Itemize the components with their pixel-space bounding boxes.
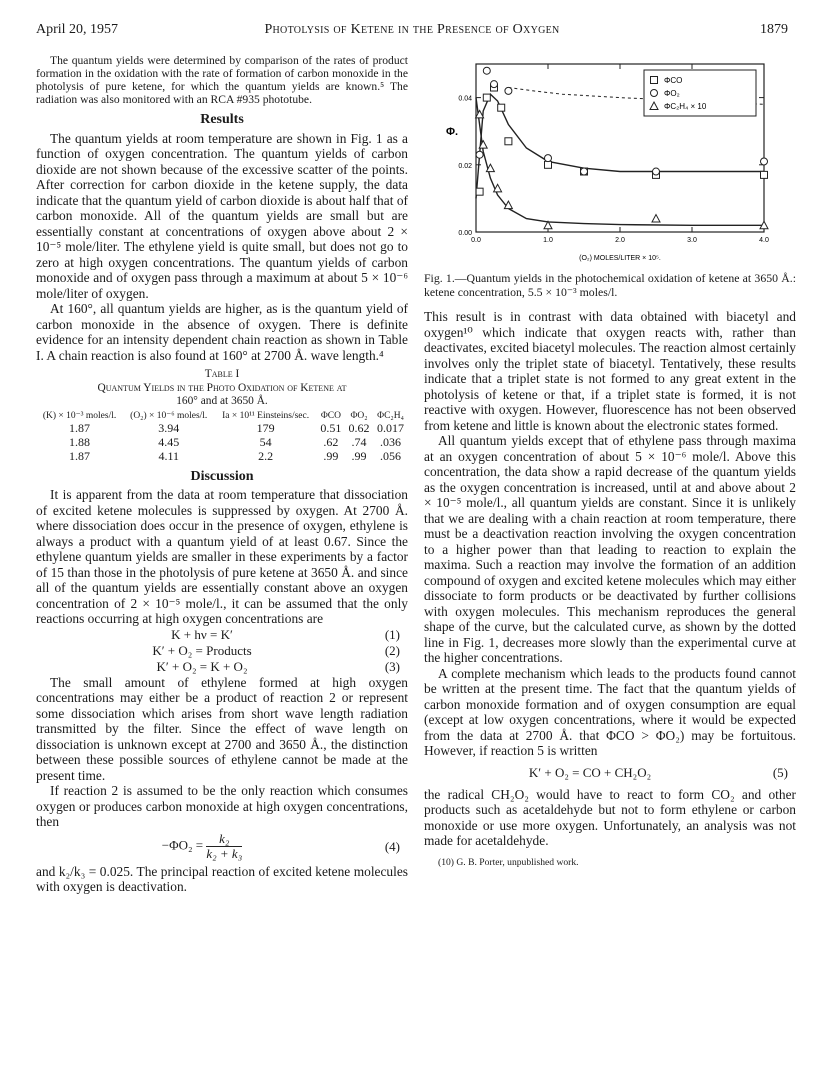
x-axis-label: (O₂) MOLES/LITER × 10⁵. xyxy=(579,255,661,262)
equation-4-numerator: k₂ xyxy=(219,830,230,846)
table-row xyxy=(36,435,408,449)
table-cell: 1.88 xyxy=(69,434,91,449)
discussion-paragraph-4: and k₂/k₃ = 0.025. The principal reaction of excited ketene molecules with oxygen is deactivation. xyxy=(36,863,408,894)
equation-4-lhs: −ΦO₂ = xyxy=(161,836,204,852)
discussion-paragraph-2: The small amount of ethylene formed at high oxygen concentrations may either be a product of reaction 2 or represent some dissociation which arises from short wave length radiation transmitted by the filter. Since the effect of wave length on dissociation is unknown except at 2700 and 3650 Å., the distinction between these possible sources of ethylene cannot be made at the present time. xyxy=(36,674,408,783)
equation-5 xyxy=(424,765,796,781)
table-cell: 4.11 xyxy=(158,448,180,463)
equation-5-number: (5) xyxy=(772,764,788,780)
data-point-square xyxy=(545,161,552,168)
table-cell: 0.017 xyxy=(377,420,405,435)
data-point-square xyxy=(761,171,768,178)
table-row xyxy=(36,449,408,463)
intro-paragraph: The quantum yields were determined by comparison of the rates of product formation in the oxidation with the rate of formation of carbon monoxide in the photolysis of pure ketene, for which the quantum yields are known.⁵ The radiation was also monitored with an RCA #935 phototube. xyxy=(36,54,408,106)
data-point-circle xyxy=(653,168,660,175)
legend-label: ΦO₂ xyxy=(664,89,680,98)
y-tick-label: 0.00 xyxy=(458,230,472,237)
page-number: 1879 xyxy=(760,22,788,37)
equation-4 xyxy=(36,830,408,864)
left-column xyxy=(36,54,408,895)
data-point-circle xyxy=(491,81,498,88)
equation-2-number: (2) xyxy=(384,642,400,658)
legend-label: ΦC₂H₄ × 10 xyxy=(664,102,707,111)
equation-2-text: K′ + O₂ = Products xyxy=(152,642,252,658)
x-tick-label: 2.0 xyxy=(615,237,625,244)
table-cell: 1.87 xyxy=(69,448,91,463)
table-header-3: ΦCO xyxy=(320,410,341,421)
table-cell: .056 xyxy=(380,448,402,463)
right-column xyxy=(424,54,796,870)
equation-3 xyxy=(36,659,408,675)
curve-lower xyxy=(476,98,764,226)
data-point-square xyxy=(476,188,483,195)
data-point-circle xyxy=(761,158,768,165)
table-header-4: ΦO₂ xyxy=(350,410,368,421)
y-axis-label: Φ. xyxy=(446,126,459,139)
data-point-circle xyxy=(483,67,490,74)
table-caption xyxy=(36,368,408,409)
legend-marker-circle xyxy=(651,90,658,97)
equation-1 xyxy=(36,627,408,643)
x-tick-label: 1.0 xyxy=(543,237,553,244)
data-point-circle xyxy=(505,87,512,94)
table-cell: 1.87 xyxy=(69,420,91,435)
table-cell: .74 xyxy=(351,434,367,449)
footnote: (10) G. B. Porter, unpublished work. xyxy=(438,856,579,868)
table-header-5: ΦC₂H₄ xyxy=(377,410,404,421)
table-cell: .99 xyxy=(351,448,367,463)
table-cell: 4.45 xyxy=(158,434,180,449)
header-date: April 20, 1957 xyxy=(36,22,119,37)
quantum-yield-chart xyxy=(424,54,796,270)
equation-3-number: (3) xyxy=(384,658,400,674)
equation-1-text: K + hν = K′ xyxy=(171,626,233,642)
table-row xyxy=(36,421,408,435)
table-cell: .62 xyxy=(323,434,339,449)
results-paragraph-1: The quantum yields at room temperature are shown in Fig. 1 as a function of oxygen concentration. The quantum yields of carbon dioxide are not shown because of the excessive scatter of the points. After correction for carbon dioxide in the ketene supply, the data indicate that the quantum yield of carbon dioxide is about half that of carbon monoxide. All of the quantum yields are small but are essentially constant at concentrations of oxygen above about 2 × 10⁻⁵ mole/liter. The ethylene yield is quite small, but does not go to zero at high oxygen concentrations. The quantum yields of carbon monoxide and of oxygen pass through a maximum at about 5 × 10⁻⁶ mole/liter of oxygen. xyxy=(36,130,408,301)
quantum-yields-table xyxy=(36,411,408,463)
data-point-square xyxy=(483,94,490,101)
results-heading: Results xyxy=(200,112,244,127)
legend-label: ΦCO xyxy=(664,76,683,85)
y-tick-label: 0.04 xyxy=(458,95,472,103)
x-tick-label: 3.0 xyxy=(687,237,697,244)
table-header-0: (K) × 10⁻³ moles/l. xyxy=(42,410,117,421)
y-tick-label: 0.02 xyxy=(458,162,472,170)
table-subtitle: 160° and at 3650 Å. xyxy=(176,395,268,407)
table-cell: .036 xyxy=(380,434,402,449)
table-cell: 54 xyxy=(259,434,272,449)
results-paragraph-2: At 160°, all quantum yields are higher, as is the quantum yield of carbon monoxide in the absence of oxygen. There is definite evidence for an intensity dependent chain reaction as shown in Table I. A chain reaction is also found at 160° at 2700 Å. wave length.⁴ xyxy=(36,301,408,363)
equation-5-text: K′ + O₂ = CO + CH₂O₂ xyxy=(528,764,652,780)
equation-4-number: (4) xyxy=(384,838,400,854)
data-point-triangle xyxy=(652,215,660,223)
equation-2 xyxy=(36,643,408,659)
header-title: Photolysis of Ketene in the Presence of Oxygen xyxy=(264,22,560,37)
x-tick-label: 0.0 xyxy=(471,237,481,244)
equation-4-denominator: k₂ + k₃ xyxy=(206,845,243,861)
data-point-square xyxy=(498,104,505,111)
table-header-2: Ia × 10¹¹ Einsteins/sec. xyxy=(222,410,310,421)
right-paragraph-2: All quantum yields except that of ethylene pass through maxima at an oxygen concentration of about 5 × 10⁻⁶ mole/l. Above this concentration, the data show a rapid decrease of the quantum yields as the oxygen concentration is increased, until at and above about 2 × 10⁻⁵ mole/l., all quantum yields are constant. Since it is unlikely that we are dealing with a chain reaction at room temperature, there must be a deactivation reaction involving the oxygen concentration to a higher power than that leading to reaction to explain the maxima. Such a reaction may involve the formation of an addition compound of oxygen and excited ketene molecules which may either dissociate to form products or be deactivated by further collisions with oxygen molecules. This mechanism reproduces the general shape of the curve, but the calculated curve, as shown by the dotted line in Fig. 1, decreases more slowly than the experimental curve at the higher concentrations. xyxy=(424,433,796,665)
discussion-paragraph-1: It is apparent from the data at room temperature that dissociation of excited ketene molecules is suppressed by oxygen. At 2700 Å. where dissociation does occur in the presence of oxygen, ethylene is always a product with a quantum yield of at least 0.67. Since the ethylene quantum yields are smaller in these experiments by a factor of 15 than those in the photolysis of pure ketene at 3650 Å. and since all of the quantum yields are essentially constant above an oxygen concentration of 2 × 10⁻⁵ mole/l., it can be assumed that the only reactions occurring at high oxygen concentrations are xyxy=(36,487,408,626)
data-point-circle xyxy=(545,155,552,162)
table-cell: 179 xyxy=(256,420,275,435)
data-point-circle xyxy=(476,151,483,158)
table-title: Quantum Yields in the Photo Oxidation of Ketene at xyxy=(97,381,347,394)
equation-4-fraction xyxy=(206,832,242,861)
figure-1 xyxy=(424,54,796,270)
table-label: Table I xyxy=(204,368,240,380)
discussion-paragraph-3: If reaction 2 is assumed to be the only reaction which consumes oxygen or produces carbon monoxide at high oxygen concentrations, then xyxy=(36,783,408,829)
right-paragraph-4: the radical CH₂O₂ would have to react to form CO₂ and other products such as acetaldehyde but not to form ethylene or carbon monoxide or use more oxygen. Unfortunately, an analysis was not made for acetaldehyde. xyxy=(424,786,796,848)
discussion-heading: Discussion xyxy=(190,468,254,484)
equation-1-number: (1) xyxy=(384,626,400,642)
legend-marker-square xyxy=(651,77,658,84)
x-tick-label: 4.0 xyxy=(759,237,769,244)
table-cell: 3.94 xyxy=(158,420,180,435)
equation-3-text: K′ + O₂ = K + O₂ xyxy=(156,658,248,674)
table-cell: 2.2 xyxy=(258,448,274,463)
table-header-1: (O₂) × 10⁻⁶ moles/l. xyxy=(130,410,208,421)
equation-4-text xyxy=(36,832,368,861)
running-header xyxy=(36,22,788,42)
data-point-square xyxy=(505,138,512,145)
right-paragraph-3: A complete mechanism which leads to the products found cannot be written at the present time. The fact that the quantum yields of carbon monoxide formation and of oxygen consumption are equal (except at low oxygen concentrations, where it would be expected from the data at 2700 Å. that ΦCO > ΦO₂) may be fortuitous. However, if reaction 5 is written xyxy=(424,665,796,758)
table-cell: 0.62 xyxy=(348,420,370,435)
data-point-circle xyxy=(581,168,588,175)
table-cell: 0.51 xyxy=(320,420,342,435)
table-cell: .99 xyxy=(323,448,339,463)
right-paragraph-1: This result is in contrast with data obtained with biacetyl and oxygen¹⁰ which indicate that oxygen reacts with, rather than deactivates, excited biacetyl molecules. The reaction almost certainly involves only the triplet state of biacetyl. Tentatively, these results indicate that a triplet state is not formed to any great extent in the photolysis of ketene or that, if a triplet state is formed, it is not reactive with oxygen. However, fluorescence has not been observed from ketene and little is known about the electronic states formed. xyxy=(424,309,796,433)
figure-caption: Fig. 1.—Quantum yields in the photochemical oxidation of ketene at 3650 Å.: ketene concentration, 5.5 × 10⁻³ moles/l. xyxy=(424,271,796,299)
